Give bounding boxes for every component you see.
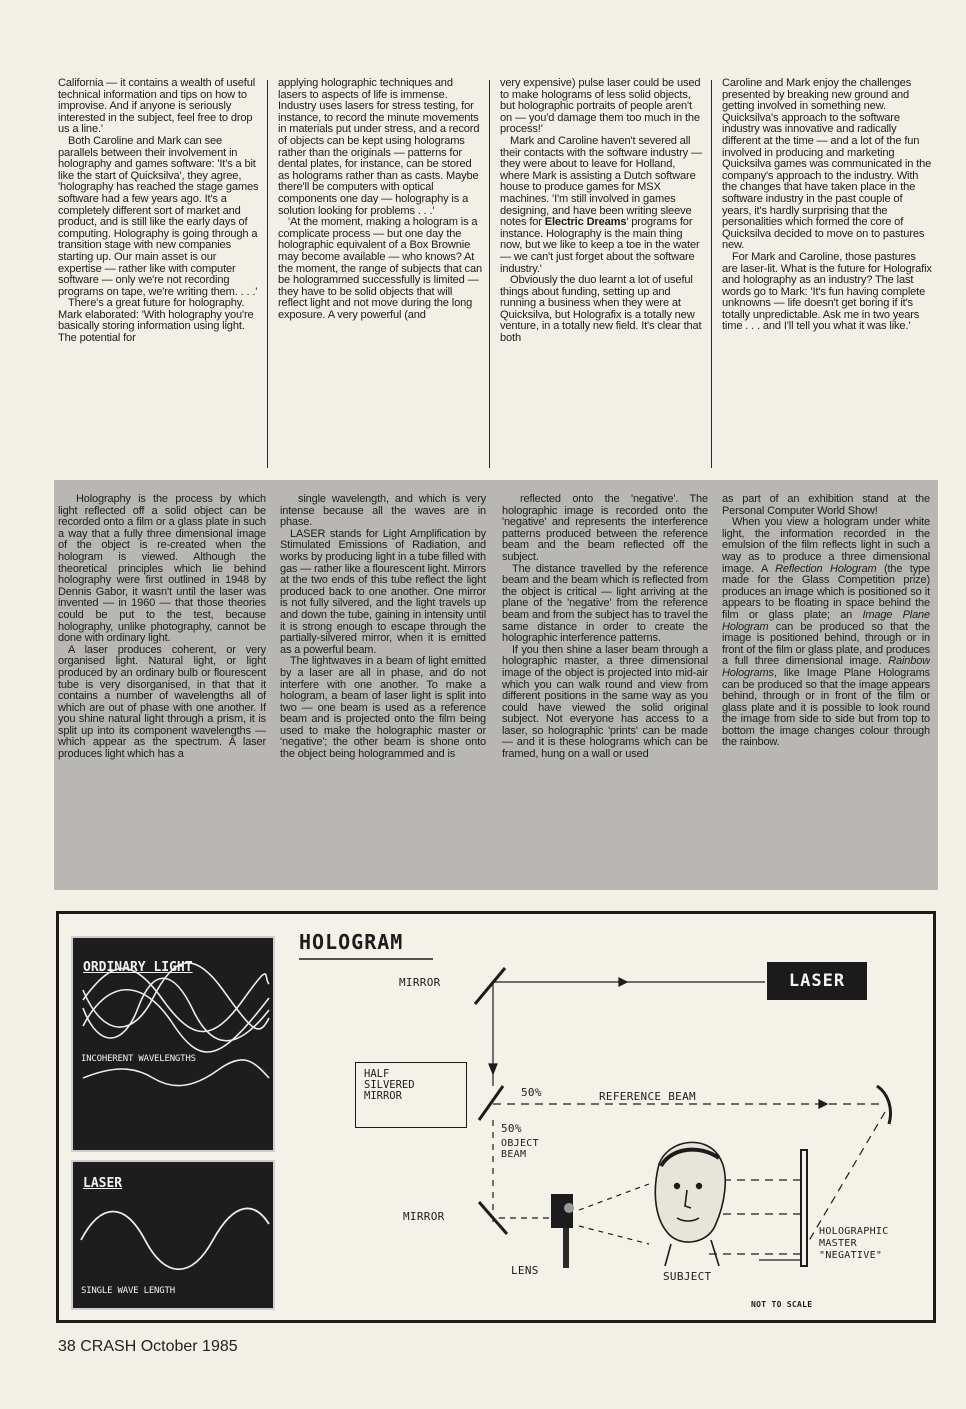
object-percent-label: 50%: [501, 1122, 522, 1135]
paragraph-text: (the type made for the Glass Competition prize) produces an image which is positioned so it appears to be floating in space behind the film or glass plate; an: [722, 562, 930, 621]
ordinary-light-title: ORDINARY LIGHT: [83, 960, 193, 975]
column-rule: [267, 80, 268, 468]
paragraph: [500, 275, 706, 345]
article-column-3: [500, 78, 706, 473]
paragraph-text: When you view a hologram under white light, the information recorded in the emulsion of the film reflects light in such a way as to produce a three dimensional image. A: [722, 516, 930, 575]
paragraph: [722, 517, 930, 749]
label-line: SILVERED: [364, 1079, 415, 1091]
italic-term: Reflection Hologram: [775, 562, 877, 575]
not-to-scale-label: NOT TO SCALE: [751, 1300, 813, 1309]
paragraph: Holography is the process by which light reflected off a solid object can be recorded onto a film or a glass plate in such a way that a fully three dimensional image of the object is re-created when the hologram is viewed. Although the theoretical principles which lie behind holography were first outlined in 1948 by Dennis Gabor, it wasn't until the laser was invented — in 1960 — that those theories could be put to the test, because holography, unlike photography, cannot be done with ordinary light.: [58, 494, 266, 645]
column-rule: [711, 80, 712, 468]
paragraph: as part of an exhibition stand at the Personal Computer World Show!: [722, 494, 930, 517]
paragraph: single wavelength, and which is very intense because all the waves are in phase.: [280, 494, 486, 529]
diagram-title: HOLOGRAM: [299, 930, 404, 954]
paragraph-text: Mark and Caroline haven't severed all their contacts with the software industry — they were about to leave for Holland, where Mark is assisting a Dutch software house to produce games for MSX machines. 'I'm still involved in games designing, and have been writing sleeve notes for: [500, 134, 702, 229]
paragraph: applying holographic techniques and lasers to aspects of life is immense. Industry uses lasers for stress testing, for instance, to record the minute movements in materials put under stress, and a record of objects can be kept using holograms rather than the originals — patterns for dental plates, for instance, can be stored as holograms rather than as casts. Maybe there'll be computers with optical components one day — holography is a solution looking for problems . . .': [278, 78, 480, 217]
boxout-column-4: [722, 494, 930, 884]
boxout-column-3: [502, 494, 708, 884]
paragraph: There's a great future for holography. Mark elaborated: 'With holography you're basically storing information using light. The potential for: [58, 297, 254, 345]
paragraph: The distance travelled by the reference beam and the beam which is reflected from the object is critical — light arriving at the plane of the 'negative' from the reference beam and from the subject has to travel the same distance in order to create the holographic interference patterns.: [502, 562, 708, 645]
reference-beam-label: REFERENCE BEAM: [599, 1090, 696, 1103]
paragraph: If you then shine a laser beam through a holographic master, a three dimensional image of the object is projected into mid-air which you can walk round and view from different positions in the same way as you could have viewed the solid original subject. Not everyone has access to a laser, so holographic 'prints' can be made — and it is these holograms which can be framed, hung on a wall or used: [502, 643, 708, 761]
holographic-master-label: [819, 1226, 889, 1262]
laser-source: LASER: [767, 962, 867, 1000]
paragraph: [500, 136, 706, 275]
paragraph-text: Obviously the duo learnt a lot of useful things about funding, setting up and running a business when they were at Quicksilva, but Holografix is a totally new venture, in a totally new field. It's clear that both: [500, 274, 702, 345]
label-line: MIRROR: [364, 1090, 402, 1102]
lens-label: LENS: [511, 1264, 539, 1277]
paragraph: reflected onto the 'negative'. The holographic image is recorded onto the 'negative' and represents the interference patterns produced between the reference beam and the beam reflected off the subject.: [502, 494, 708, 563]
subject-label: SUBJECT: [663, 1270, 712, 1283]
label-line: MASTER: [819, 1238, 857, 1249]
paragraph: The lightwaves in a beam of light emitted by a laser are all in phase, and do not interfere with one another. To make a hologram, a beam of laser light is split into two — one beam is used as a reference beam and is projected onto the film being used to make the holographic master or 'negative'; the other beam is shone onto the object being hologrammed and is: [280, 655, 486, 761]
paragraph: LASER stands for Light Amplification by Stimulated Emissions of Radiation, and works by producing light in a tube filled with gas — rather like a flourescent light. Mirrors at the two ends of this tube reflect the light produced back to one another. One mirror is not fully silvered, and the light travels up and down the tube, gaining in intensity until it is strong enough to escape through the partially-silvered mirror, when it is emitted as a powerful beam.: [280, 527, 486, 656]
article-column-1: [58, 78, 262, 473]
paragraph: [500, 78, 706, 136]
column-rule: [489, 80, 490, 468]
paragraph-text: can be produced so that the image is positioned behind, through or in front of the film or glass plate, and produces a full three dimensional image.: [722, 620, 930, 668]
article-column-2: [278, 78, 484, 473]
page-footer: 38 CRASH October 1985: [58, 1338, 238, 1355]
label-line: BEAM: [501, 1149, 527, 1160]
single-wave-length-label: SINGLE WAVE LENGTH: [81, 1286, 175, 1296]
paragraph: Both Caroline and Mark can see parallels between their involvement in holography and games software: 'It's a bit like the start of Quicksilva', they agree, 'holography has reached the stage games software had a few years ago. It's a completely different sort of market and product, and is still like the early days of computing. Holography is going through a transition stage with new companies starting up. Our main asset is our expertise — rather like with computer software — only we're not recording programs on tape, we're writing them. . . .': [58, 134, 259, 298]
mirror-lower-label: MIRROR: [403, 1210, 445, 1223]
paragraph: For Mark and Caroline, those pastures are laser-lit. What is the future for Holografix and holography as an industry? The last words go to Mark: 'It's fun having complete unknowns — life doesn't get boring if it's totally unpredictable. Ask me in two years time . . . and I'll tell you what it was like.': [722, 250, 932, 333]
article-column-4: [722, 78, 932, 473]
paragraph-text: , like Image Plane Holograms can be produced so that the image appears behind, through or in front of the film or glass plate and it is possible to look round the image from side to side but from top to bottom the image changes colour through the rainbow.: [722, 666, 930, 749]
paragraph: California — it contains a wealth of useful technical information and tips on how to improvise. And if anyone is seriously interested in the subject, feel free to drop us a line.': [58, 78, 256, 136]
paragraph-text: ' programs for instance. Holography is the main thing now, but we like to keep a toe in the water — we can't just forget about the software industry.': [500, 216, 700, 275]
holography-boxout: [54, 480, 938, 890]
paragraph: 'At the moment, making a hologram is a complicate process — but one day the holographic equivalent of a Box Brownie may become available — who knows? At the moment, the range of subjects that can be hologrammed successfully is limited — they have to be solid objects that will reflect light and not move during the long exposure. A very powerful (and: [278, 216, 482, 321]
boxout-column-2: [280, 494, 486, 884]
bold-title: Electric Dreams: [544, 216, 627, 229]
lens-graphic: [551, 1194, 574, 1268]
laser-panel-title: LASER: [83, 1176, 123, 1191]
beam-paths: [59, 914, 933, 1320]
half-silvered-mirror-label: [355, 1062, 467, 1128]
boxout-column-1: [58, 494, 266, 884]
reference-percent-label: 50%: [521, 1086, 542, 1099]
label-line: HOLOGRAPHIC: [819, 1226, 889, 1237]
article-body: [58, 78, 936, 473]
hologram-diagram: [56, 911, 936, 1323]
paragraph: A laser produces coherent, or very organised light. Natural light, or light produced by an ordinary bulb or flourescent tube is very disorganised, in that that it contains a number of wavelengths all of which are out of phase with one another. If you shine natural light through a prism, it is split up into its component wavelengths — which appear as the spectrum. A laser produces light which has a: [58, 643, 266, 761]
mirror-top-label: MIRROR: [399, 976, 441, 989]
label-line: "NEGATIVE": [819, 1250, 883, 1261]
incoherent-wavelengths-label: INCOHERENT WAVELENGTHS: [81, 1054, 196, 1064]
italic-term: Image Plane Hologram: [722, 608, 930, 633]
label-line: OBJECT: [501, 1138, 539, 1149]
subject-head-graphic: [655, 1142, 725, 1266]
paragraph-text: very expensive) pulse laser could be used to make holograms of less solid objects, but holographic portraits of people aren't on — you'd damage them too much in the process!': [500, 78, 701, 136]
label-line: HALF: [364, 1068, 390, 1080]
paragraph: Caroline and Mark enjoy the challenges presented by breaking new ground and getting involved in something new. Quicksilva's approach to the software industry was innovative and radically different at the time — and a lot of the fun involved in producing and marketing Quicksilva games was communicated in the company's approach to the industry. With the changes that have taken place in the software industry in the past couple of years, it's hardly surprising that the personalities which formed the core of Quicksilva decided to move on to pastures new.: [722, 78, 932, 252]
object-beam-label: [501, 1138, 539, 1160]
italic-term: Rainbow Holograms: [722, 655, 930, 679]
